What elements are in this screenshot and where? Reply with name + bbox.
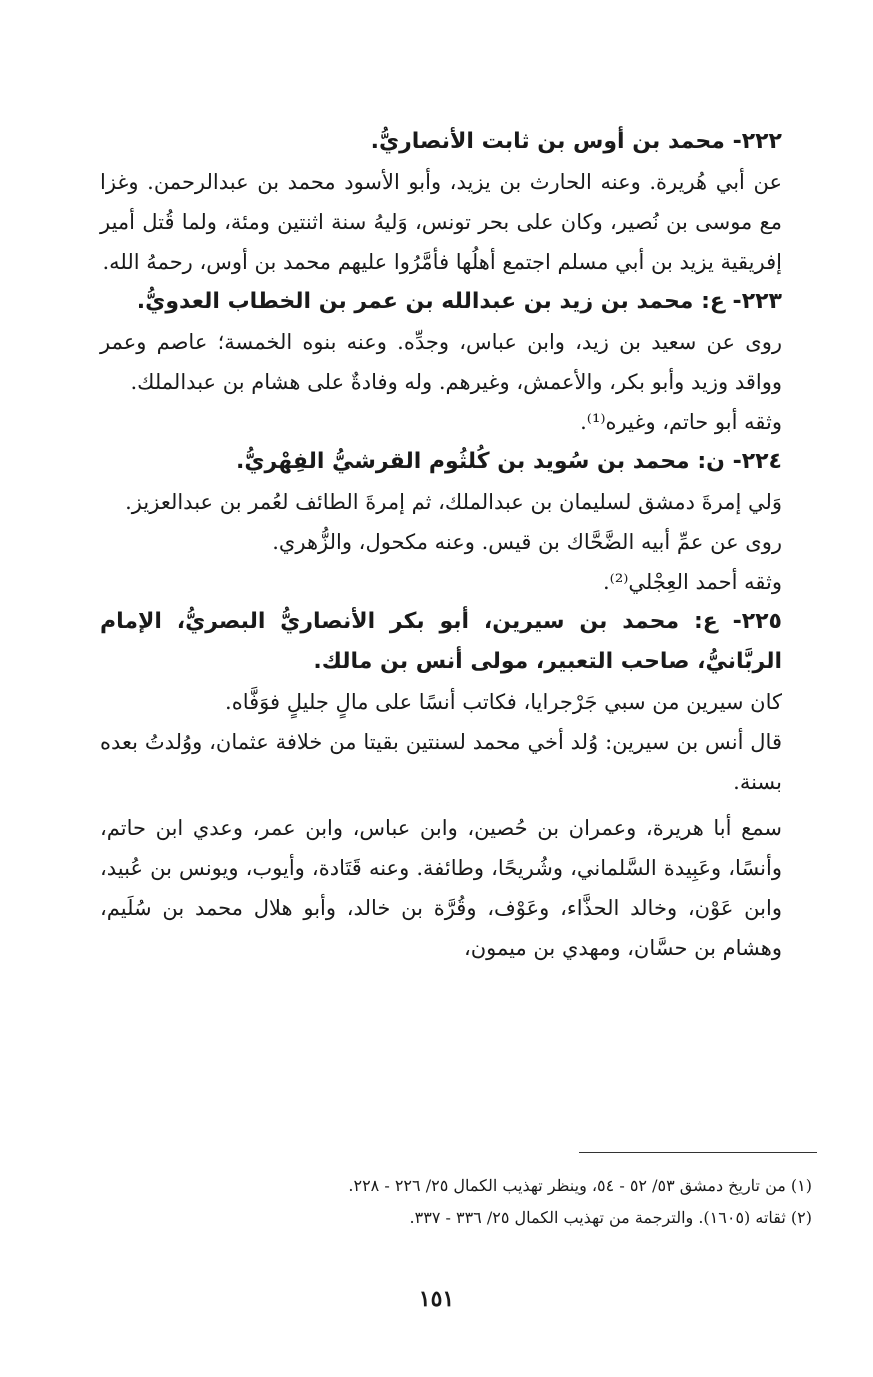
entry-222 xyxy=(100,122,820,282)
entry-title: ٢٢٢- محمد بن أوس بن ثابت الأنصاريُّ. xyxy=(370,129,782,154)
page-body xyxy=(100,122,820,968)
footnotes xyxy=(100,1170,820,1234)
entry-paragraph: وَلي إمرةَ دمشق لسليمان بن عبدالملك، ثم إمرةَ الطائف لعُمر بن عبدالعزيز. xyxy=(125,490,782,514)
footnote-1: (١) من تاريخ دمشق ٥٣/ ٥٢ - ٥٤، وينظر تهذيب الكمال ٢٥/ ٢٢٦ - ٢٢٨. xyxy=(348,1176,812,1195)
footnote-2: (٢) ثقاته (١٦٠٥). والترجمة من تهذيب الكمال ٢٥/ ٣٣٦ - ٣٣٧. xyxy=(409,1208,812,1227)
entry-paragraph: سمع أبا هريرة، وعمران بن حُصين، وابن عباس، وابن عمر، وعدي ابن حاتم، وأنسًا، وعَبِيدة السَّلماني، وشُريحًا، وطائفة. وعنه قَتَادة، وأيوب، ويونس بن عُبيد، وابن عَوْن، وخالد الحذَّاء، وعَوْف، وقُرَّة بن خالد، وأبو هلال محمد بن سُلَيم، وهشام بن حسَّان، ومهدي بن ميمون، xyxy=(100,816,782,960)
entry-paragraph: كان سيرين من سبي جَرْجرايا، فكاتب أنسًا على مالٍ جليلٍ فوَفَّاه. xyxy=(225,690,782,714)
entry-paragraph: وثقه أبو حاتم، وغيره⁽¹⁾. xyxy=(580,410,782,434)
entry-title: ٢٢٤- ن: محمد بن سُويد بن كُلثُوم القرشيُّ الفِهْريُّ. xyxy=(236,449,782,474)
entry-paragraph: عن أبي هُريرة. وعنه الحارث بن يزيد، وأبو الأسود محمد بن عبدالرحمن. وغزا مع موسى بن نُصير، وكان على بحر تونس، وَليهُ سنة اثنتين ومئة، ولما قُتل أمير إفريقية يزيد بن أبي مسلم اجتمع أهلُها فأمَّرُوا عليهم محمد بن أوس، رحمهُ الله. xyxy=(100,170,782,274)
entry-223 xyxy=(100,282,820,442)
entry-paragraph: قال أنس بن سيرين: وُلد أخي محمد لسنتين بقيتا من خلافة عثمان، ووُلدتُ بعده بسنة. xyxy=(100,730,782,794)
entry-224 xyxy=(100,442,820,602)
entry-paragraph: روى عن سعيد بن زيد، وابن عباس، وجدِّه. وعنه بنوه الخمسة؛ عاصم وعمر وواقد وزيد وأبو بكر، والأعمش، وغيرهم. وله وفادةٌ على هشام بن عبدالملك. xyxy=(100,330,782,394)
entry-title: ٢٢٥- ع: محمد بن سيرين، أبو بكر الأنصاريُّ البصريُّ، الإمام الربَّانيُّ، صاحب التعبير، مولى أنس بن مالك. xyxy=(100,609,782,674)
footnote-divider xyxy=(579,1152,817,1153)
entry-title: ٢٢٣- ع: محمد بن زيد بن عبدالله بن عمر بن الخطاب العدويُّ. xyxy=(136,289,782,314)
entry-paragraph: روى عن عمِّ أبيه الضَّحَّاك بن قيس. وعنه مكحول، والزُّهري. xyxy=(272,530,782,554)
entry-paragraph: وثقه أحمد العِجْلي⁽²⁾. xyxy=(603,570,782,594)
page-number: ١٥١ xyxy=(418,1286,455,1312)
entry-225 xyxy=(100,602,820,968)
